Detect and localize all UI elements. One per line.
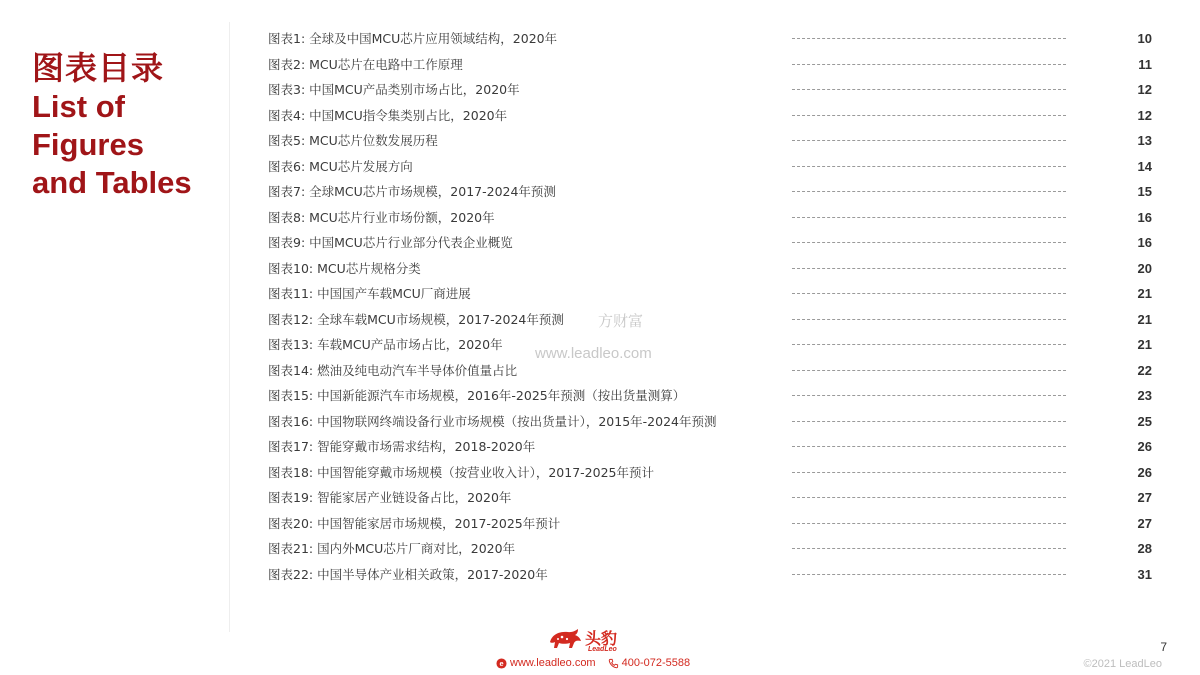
- toc-entry[interactable]: [268, 358, 1158, 384]
- toc-leader-dashes: [792, 395, 1066, 396]
- toc-entry[interactable]: [268, 256, 1158, 282]
- title-english-line-1: List of: [32, 89, 125, 124]
- toc-entry-page-number: 12: [1137, 107, 1152, 123]
- toc-entry-page-number: 28: [1137, 541, 1152, 556]
- toc-entry[interactable]: [268, 52, 1158, 78]
- toc-entry[interactable]: [268, 383, 1158, 409]
- toc-entry[interactable]: [268, 307, 1158, 333]
- toc-entry[interactable]: [268, 332, 1158, 358]
- toc-entry[interactable]: [268, 128, 1158, 154]
- toc-entry[interactable]: [268, 281, 1158, 307]
- toc-leader-dashes: [792, 268, 1066, 269]
- toc-entry-label: 图表17: 智能穿戴市场需求结构，2018-2020年: [268, 439, 536, 454]
- toc-entry-label: 图表13: 车载MCU产品市场占比，2020年: [268, 337, 503, 352]
- toc-leader-dashes: [792, 421, 1066, 422]
- toc-entry[interactable]: [268, 26, 1158, 52]
- toc-entry[interactable]: [268, 409, 1158, 435]
- toc-entry[interactable]: [268, 205, 1158, 231]
- toc-entry-page-number: 14: [1137, 158, 1152, 174]
- logo-english-text: LeadLeo: [588, 646, 617, 653]
- toc-leader-dashes: [792, 574, 1066, 575]
- toc-entry-page-number: 11: [1138, 56, 1152, 72]
- page-number: 7: [1160, 640, 1167, 654]
- toc-leader-dashes: [792, 242, 1066, 243]
- toc-entry-page-number: 31: [1137, 566, 1152, 582]
- toc-entry-page-number: 15: [1137, 184, 1152, 199]
- toc-entry-page-number: 26: [1137, 464, 1152, 480]
- toc-entry-label: 图表9: 中国MCU芯片行业部分代表企业概览: [268, 235, 513, 250]
- toc-leader-dashes: [792, 344, 1066, 345]
- toc-entry-label: 图表22: 中国半导体产业相关政策，2017-2020年: [268, 566, 548, 582]
- toc-leader-dashes: [792, 523, 1066, 524]
- toc-leader-dashes: [792, 319, 1066, 320]
- title-chinese: 图表目录: [32, 49, 165, 87]
- toc-entry-label: 图表3: 中国MCU产品类别市场占比，2020年: [268, 82, 520, 97]
- toc-entry-label: 图表5: MCU芯片位数发展历程: [268, 133, 438, 148]
- toc-entry[interactable]: [268, 536, 1158, 562]
- toc-entry-label: 图表2: MCU芯片在电路中工作原理: [268, 56, 463, 72]
- toc-entry-page-number: 13: [1137, 133, 1152, 148]
- toc-entry[interactable]: [268, 562, 1158, 588]
- toc-leader-dashes: [792, 64, 1066, 65]
- toc-entry[interactable]: [268, 511, 1158, 537]
- toc-entry-label: 图表20: 中国智能家居市场规模，2017-2025年预计: [268, 515, 561, 531]
- toc-entry-page-number: 25: [1137, 413, 1152, 429]
- toc-entry-label: 图表10: MCU芯片规格分类: [268, 260, 421, 276]
- toc-entry-label: 图表6: MCU芯片发展方向: [268, 158, 413, 174]
- toc-entry-page-number: 21: [1137, 311, 1152, 327]
- toc-entry-page-number: 21: [1137, 337, 1152, 352]
- toc-entry[interactable]: [268, 179, 1158, 205]
- toc-leader-dashes: [792, 89, 1066, 90]
- title-english-line-3: and Tables: [32, 165, 192, 200]
- toc-entry-page-number: 20: [1137, 260, 1152, 276]
- toc-leader-dashes: [792, 115, 1066, 116]
- toc-entry-label: 图表12: 全球车载MCU市场规模，2017-2024年预测: [268, 311, 564, 327]
- toc-leader-dashes: [792, 370, 1066, 371]
- leadleo-logo: [548, 626, 638, 654]
- page-title: [32, 48, 222, 202]
- toc-entry-label: 图表7: 全球MCU芯片市场规模，2017-2024年预测: [268, 184, 556, 199]
- footer-phone: 400-072-5588: [621, 657, 691, 669]
- logo-chinese-text: 头豹: [585, 629, 618, 648]
- toc-entry[interactable]: [268, 434, 1158, 460]
- toc-entry[interactable]: [268, 154, 1158, 180]
- toc-entry-page-number: 27: [1137, 515, 1152, 531]
- toc-leader-dashes: [792, 446, 1066, 447]
- toc-entry-label: 图表18: 中国智能穿戴市场规模（按营业收入计），2017-2025年预计: [268, 464, 654, 480]
- toc-entry[interactable]: [268, 485, 1158, 511]
- toc-leader-dashes: [792, 140, 1066, 141]
- toc-entry[interactable]: [268, 103, 1158, 129]
- toc-entry-label: 图表4: 中国MCU指令集类别占比，2020年: [268, 107, 508, 123]
- toc-leader-dashes: [792, 293, 1066, 294]
- toc-entry[interactable]: [268, 230, 1158, 256]
- toc-entry-label: 图表11: 中国国产车载MCU厂商进展: [268, 286, 471, 301]
- toc-leader-dashes: [792, 191, 1066, 192]
- svg-text:e: e: [499, 658, 504, 668]
- toc-entry-page-number: 21: [1137, 286, 1152, 301]
- toc-leader-dashes: [792, 217, 1066, 218]
- toc-entry-page-number: 16: [1137, 235, 1152, 250]
- toc-entry-label: 图表19: 智能家居产业链设备占比，2020年: [268, 490, 512, 505]
- toc-leader-dashes: [792, 38, 1066, 39]
- copyright-text: ©2021 LeadLeo: [1083, 658, 1162, 670]
- toc-leader-dashes: [792, 166, 1066, 167]
- footer-contact: [496, 657, 690, 669]
- toc-entry-page-number: 27: [1137, 490, 1152, 505]
- toc-leader-dashes: [792, 548, 1066, 549]
- phone-icon: [608, 658, 619, 669]
- watermark-url: www.leadleo.com: [535, 345, 652, 362]
- toc-entry-page-number: 26: [1137, 439, 1152, 454]
- web-icon: [496, 658, 507, 669]
- title-english-line-2: Figures: [32, 127, 144, 162]
- footer-website[interactable]: www.leadleo.com: [510, 657, 596, 669]
- toc-leader-dashes: [792, 472, 1066, 473]
- toc-entry-page-number: 22: [1137, 362, 1152, 378]
- leopard-logo-icon: [548, 628, 582, 650]
- vertical-divider: [229, 22, 230, 632]
- toc-entry-page-number: 12: [1137, 82, 1152, 97]
- toc-entry-label: 图表16: 中国物联网终端设备行业市场规模（按出货量计），2015年-2024年预测: [268, 413, 717, 429]
- toc-entry-label: 图表15: 中国新能源汽车市场规模，2016年-2025年预测（按出货量测算）: [268, 388, 686, 403]
- watermark-text: 方财富: [598, 312, 644, 330]
- toc-entry-label: 图表8: MCU芯片行业市场份额，2020年: [268, 209, 495, 225]
- table-of-figures: [268, 26, 1158, 587]
- toc-entry-page-number: 16: [1137, 209, 1152, 225]
- toc-entry[interactable]: [268, 77, 1158, 103]
- toc-entry-page-number: 10: [1137, 31, 1152, 46]
- toc-entry-label: 图表1: 全球及中国MCU芯片应用领域结构，2020年: [268, 31, 558, 46]
- toc-leader-dashes: [792, 497, 1066, 498]
- toc-entry[interactable]: [268, 460, 1158, 486]
- toc-entry-label: 图表14: 燃油及纯电动汽车半导体价值量占比: [268, 362, 518, 378]
- toc-entry-label: 图表21: 国内外MCU芯片厂商对比，2020年: [268, 541, 516, 556]
- toc-entry-page-number: 23: [1137, 388, 1152, 403]
